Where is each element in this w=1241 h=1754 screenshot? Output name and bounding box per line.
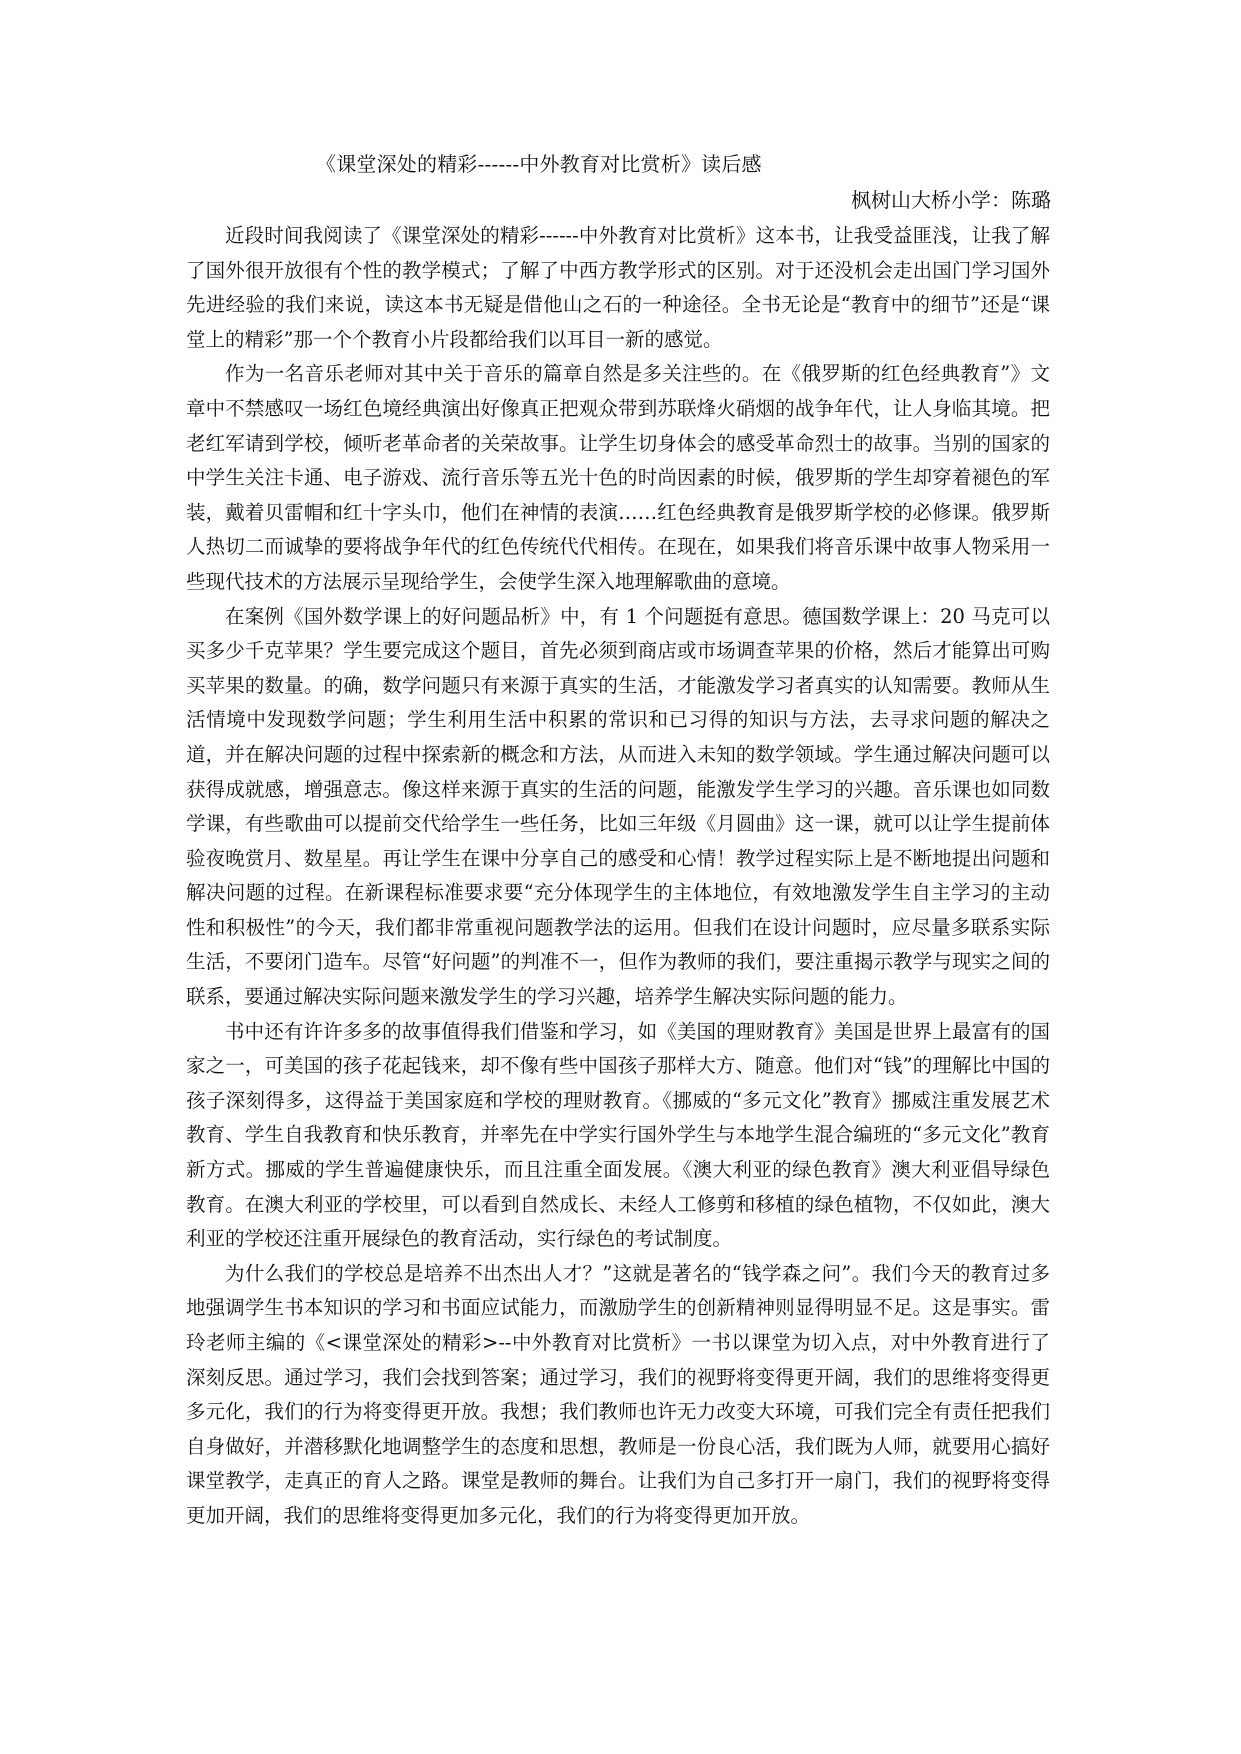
document-body: [186, 219, 1050, 1534]
paragraph: 为什么我们的学校总是培养不出杰出人才？”这就是著名的“钱学森之问”。我们今天的教育过多地强调学生书本知识的学习和书面应试能力，而激励学生的创新精神则显得明显不足。这是事实。雷玲老师主编的《<课堂深处的精彩>--中外教育对比赏析》一书以课堂为切入点，对中外教育进行了深刻反思。通过学习，我们会找到答案；通过学习，我们的视野将变得更开阔，我们的思维将变得更多元化，我们的行为将变得更开放。我想；我们教师也许无力改变大环境，可我们完全有责任把我们自身做好，并潜移默化地调整学生的态度和思想，教师是一份良心活，我们既为人师，就要用心搞好课堂教学，走真正的育人之路。课堂是教师的舞台。让我们为自己多打开一扇门，我们的视野将变得更加开阔，我们的思维将变得更加多元化，我们的行为将变得更加开放。: [186, 1261, 1050, 1527]
paragraph: 在案例《国外数学课上的好问题品析》中，有 1 个问题挺有意思。德国数学课上：20 马克可以买多少千克苹果？学生要完成这个题目，首先必须到商店或市场调查苹果的价格，然后才能算出可购买苹果的数量。的确，数学问题只有来源于真实的生活，才能激发学习者真实的认知需要。教师从生活情境中发现数学问题；学生利用生活中积累的常识和已习得的知识与方法，去寻求问题的解决之道，并在解决问题的过程中探索新的概念和方法，从而进入未知的数学领域。学生通过解决问题可以获得成就感，增强意志。像这样来源于真实的生活的问题，能激发学生学习的兴趣。音乐课也如同数学课，有些歌曲可以提前交代给学生一些任务，比如三年级《月圆曲》这一课，就可以让学生提前体验夜晚赏月、数星星。再让学生在课中分享自己的感受和心情！教学过程实际上是不断地提出问题和解决问题的过程。在新课程标准要求要“充分体现学生的主体地位，有效地激发学生自主学习的主动性和积极性”的今天，我们都非常重视问题教学法的运用。但我们在设计问题时，应尽量多联系实际生活，不要闭门造车。尽管“好问题”的判准不一，但作为教师的我们，要注重揭示教学与现实之间的联系，要通过解决实际问题来激发学生的学习兴趣，培养学生解决实际问题的能力。: [186, 604, 1050, 1009]
paragraph: 近段时间我阅读了《课堂深处的精彩------中外教育对比赏析》这本书，让我受益匪浅，让我了解了国外很开放很有个性的教学模式；了解了中西方教学形式的区别。对于还没机会走出国门学习国外先进经验的我们来说，读这本书无疑是借他山之石的一种途径。全书无论是“教育中的细节”还是“课堂上的精彩”那一个个教育小片段都给我们以耳目一新的感觉。: [186, 224, 1050, 351]
author-line: 枫树山大桥小学：陈璐: [851, 188, 1051, 212]
paragraph: 作为一名音乐老师对其中关于音乐的篇章自然是多关注些的。在《俄罗斯的红色经典教育”》文章中不禁感叹一场红色境经典演出好像真正把观众带到苏联烽火硝烟的战争年代，让人身临其境。把老红军请到学校，倾听老革命者的关荣故事。让学生切身体会的感受革命烈士的故事。当别的国家的中学生关注卡通、电子游戏、流行音乐等五光十色的时尚因素的时候，俄罗斯的学生却穿着褪色的军装，戴着贝雷帽和红十字头巾，他们在神情的表演……红色经典教育是俄罗斯学校的必修课。俄罗斯人热切二而诚挚的要将战争年代的红色传统代代相传。在现在，如果我们将音乐课中故事人物采用一些现代技术的方法展示呈现给学生，会使学生深入地理解歌曲的意境。: [186, 362, 1050, 593]
paragraph: 书中还有许许多多的故事值得我们借鉴和学习，如《美国的理财教育》美国是世界上最富有的国家之一，可美国的孩子花起钱来，却不像有些中国孩子那样大方、随意。他们对“钱”的理解比中国的孩子深刻得多，这得益于美国家庭和学校的理财教育。《挪威的“多元文化”教育》挪威注重发展艺术教育、学生自我教育和快乐教育，并率先在中学实行国外学生与本地学生混合编班的“多元文化”教育新方式。挪威的学生普遍健康快乐，而且注重全面发展。《澳大利亚的绿色教育》澳大利亚倡导绿色教育。在澳大利亚的学校里，可以看到自然成长、未经人工修剪和移植的绿色植物，不仅如此，澳大利亚的学校还注重开展绿色的教育活动，实行绿色的考试制度。: [186, 1019, 1050, 1251]
document-title: 《课堂深处的精彩------中外教育对比赏析》读后感: [316, 152, 762, 176]
